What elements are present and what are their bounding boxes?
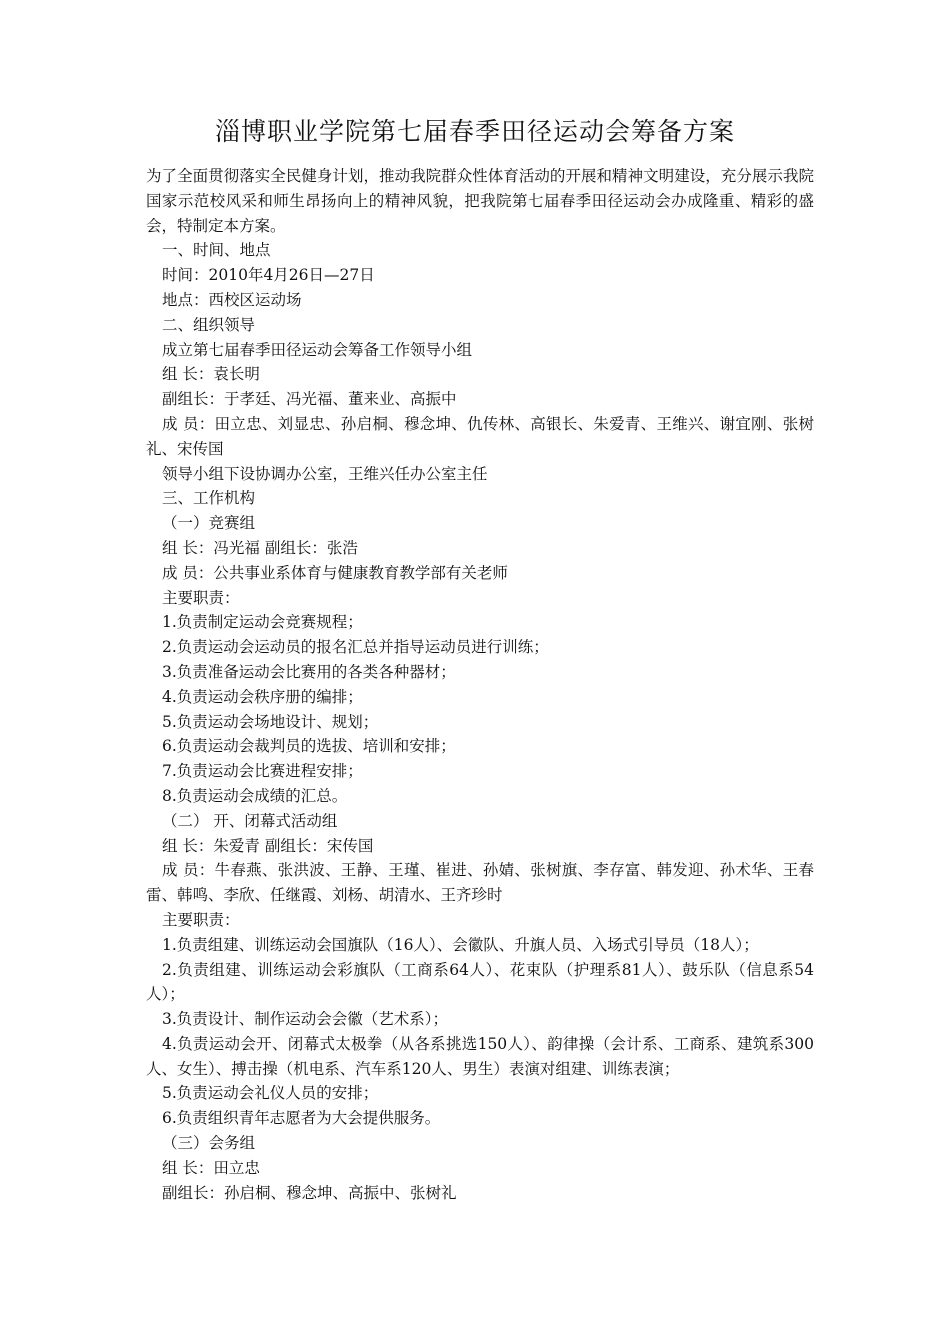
leader-line: 组 长：田立忠 bbox=[162, 1158, 260, 1177]
group-heading: （二） 开、闭幕式活动组 bbox=[162, 811, 338, 830]
intro-paragraph: 为了全面贯彻落实全民健身计划，推动我院群众性体育活动的开展和精神文明建设，充分展示我院国家示范校风采和师生昂扬向上的精神风貌，把我院第七届春季田径运动会办成隆重、精彩的盛会，特制定本方案。 bbox=[146, 167, 814, 235]
duty-item: 2.负责运动会运动员的报名汇总并指导运动员进行训练； bbox=[162, 638, 549, 657]
deputy-line: 副组长：于孝廷、冯光福、董来业、高振中 bbox=[162, 390, 457, 409]
section-heading: 三、工作机构 bbox=[162, 489, 256, 508]
duties-label: 主要职责： bbox=[162, 588, 240, 607]
members-line: 成 员：田立忠、刘显忠、孙启桐、穆念坤、仇传林、高银长、朱爱青、王维兴、谢宜刚、张树礼、宋传国 bbox=[146, 414, 814, 458]
duty-item: 3.负责准备运动会比赛用的各类各种器材； bbox=[162, 662, 456, 681]
leaders-line: 组 长：朱爱青 副组长：宋传国 bbox=[162, 836, 374, 855]
duty-item: 5.负责运动会礼仪人员的安排； bbox=[162, 1084, 379, 1103]
duty-item: 5.负责运动会场地设计、规划； bbox=[162, 712, 379, 731]
group-heading: （一）竞赛组 bbox=[162, 514, 256, 533]
time-line: 时间：2010年4月26日—27日 bbox=[162, 266, 375, 285]
duty-item: 4.负责运动会秩序册的编排； bbox=[162, 687, 363, 706]
duty-item: 6.负责组织青年志愿者为大会提供服务。 bbox=[162, 1109, 441, 1128]
office-line: 领导小组下设协调办公室，王维兴任办公室主任 bbox=[162, 464, 488, 483]
duty-item: 6.负责运动会裁判员的选拔、培训和安排； bbox=[162, 737, 456, 756]
duty-item: 8.负责运动会成绩的汇总。 bbox=[162, 786, 348, 805]
duties-label: 主要职责： bbox=[162, 910, 240, 929]
leader-line: 组 长：袁长明 bbox=[162, 365, 260, 384]
place-line: 地点：西校区运动场 bbox=[162, 290, 302, 309]
text-line: 成立第七届春季田径运动会筹备工作领导小组 bbox=[162, 340, 473, 359]
duty-item: 1.负责制定运动会竞赛规程； bbox=[162, 613, 363, 632]
duty-item: 7.负责运动会比赛进程安排； bbox=[162, 762, 363, 781]
duty-item: 1.负责组建、训练运动会国旗队（16人）、会徽队、升旗人员、入场式引导员（18人）； bbox=[162, 935, 759, 954]
leaders-line: 组 长：冯光福 副组长：张浩 bbox=[162, 538, 358, 557]
deputy-line: 副组长：孙启桐、穆念坤、高振中、张树礼 bbox=[162, 1183, 457, 1202]
members-line: 成 员：公共事业系体育与健康教育教学部有关老师 bbox=[162, 563, 508, 582]
members-line: 成 员：牛春燕、张洪波、王静、王瑾、崔进、孙婧、张树旗、李存富、韩发迎、孙术华、王春雷、韩鸣、李欣、任继霞、刘杨、胡清水、王齐珍时 bbox=[146, 861, 814, 905]
duty-item: 2.负责组建、训练运动会彩旗队（工商系64人）、花束队（护理系81人）、鼓乐队（信息系54人）； bbox=[146, 960, 814, 1004]
document-body bbox=[146, 164, 814, 1205]
document-title: 淄博职业学院第七届春季田径运动会筹备方案 bbox=[214, 117, 735, 146]
duty-item: 3.负责设计、制作运动会会徽（艺术系）； bbox=[162, 1010, 449, 1029]
group-heading: （三）会务组 bbox=[162, 1134, 256, 1153]
section-heading: 一、时间、地点 bbox=[162, 241, 271, 260]
section-heading: 二、组织领导 bbox=[162, 315, 256, 334]
duty-item: 4.负责运动会开、闭幕式太极拳（从各系挑选150人）、韵律操（会计系、工商系、建筑系300人、女生）、搏击操（机电系、汽车系120人、男生）表演对组建、训练表演； bbox=[146, 1034, 814, 1078]
